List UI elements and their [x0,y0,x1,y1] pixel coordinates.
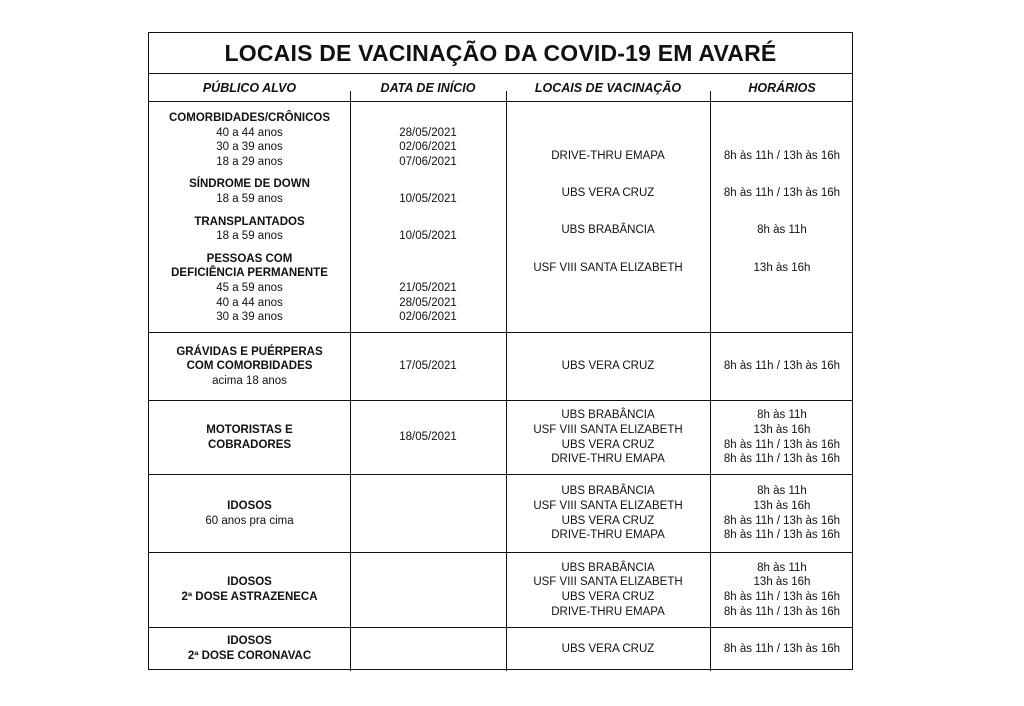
sindrome-down-title: SÍNDROME DE DOWN [189,178,310,191]
motoristas-title: MOTORISTAS E [206,423,293,436]
motoristas-publico [149,401,350,474]
local-name: UBS BRABÂNCIA [561,485,655,498]
idosos-title: IDOSOS [227,499,272,512]
transplantados-title: TRANSPLANTADOS [194,215,305,228]
idosos-publico [149,475,350,552]
astrazeneca-title: IDOSOS [227,576,272,589]
comorbidades-title: COMORBIDADES/CRÔNICOS [168,112,330,124]
age-range: 40 a 44 anos [216,296,283,309]
start-date: 18/05/2021 [399,431,457,444]
idosos-horarios [710,475,854,552]
age-range: 18 a 59 anos [216,192,283,205]
start-date: 21/05/2021 [399,281,457,294]
coronavac-publico [149,628,350,670]
page-title: LOCAIS DE VACINAÇÃO DA COVID-19 EM AVARÉ [149,33,852,74]
motoristas-title: COBRADORES [207,438,292,451]
schedule: 8h às 11h [757,485,807,498]
gravidas-title: COM COMORBIDADES [186,360,313,373]
schedule: 13h às 16h [753,576,811,589]
schedule: 8h às 11h / 13h às 16h [723,438,841,451]
gravidas-title: GRÁVIDAS E PUÉRPERAS [176,345,323,358]
schedule: 8h às 11h [757,561,807,574]
local-name: UBS VERA CRUZ [561,186,655,199]
start-date: 28/05/2021 [399,126,457,139]
local-name: UBS VERA CRUZ [561,360,655,373]
astrazeneca-locais [506,553,710,627]
schedule: 13h às 16h [753,261,811,274]
header-publico-alvo: PÚBLICO ALVO [202,81,297,95]
start-date: 28/05/2021 [399,296,457,309]
local-name: UBS VERA CRUZ [561,591,655,603]
idosos-sub: 60 anos pra cima [205,514,294,527]
idosos-locais [506,475,710,552]
motoristas-horarios [710,401,854,474]
schedule: 13h às 16h [753,423,811,436]
section1-datas [350,126,506,325]
local-name: UBS VERA CRUZ [561,438,655,451]
age-range: 18 a 29 anos [216,155,283,168]
local-name: UBS BRABÂNCIA [561,561,655,574]
coronavac-title: 2ª DOSE CORONAVAC [187,650,312,662]
schedule: 8h às 11h [757,223,807,236]
age-range: 45 a 59 anos [216,281,283,294]
deficiencia-title: PESSOAS COM [206,252,293,265]
local-name: UBS BRABÂNCIA [561,409,655,422]
local-name: USF VIII SANTA ELIZABETH [533,576,683,589]
schedule: 8h às 11h / 13h às 16h [723,529,841,542]
motoristas-locais [506,401,710,474]
schedule: 8h às 11h / 13h às 16h [723,186,841,199]
age-range: 30 a 39 anos [216,141,283,154]
schedule: 8h às 11h / 13h às 16h [723,605,841,618]
gravidas-sub: acima 18 anos [212,374,287,387]
astrazeneca-horarios [710,553,854,627]
local-name: DRIVE-THRU EMAPA [551,453,665,466]
local-name: DRIVE-THRU EMAPA [551,605,665,618]
local-name: DRIVE-THRU EMAPA [551,529,665,542]
local-name: UBS VERA CRUZ [561,514,655,527]
astrazeneca-publico [149,553,350,627]
start-date: 10/05/2021 [399,192,457,205]
start-date: 02/06/2021 [399,311,457,324]
vaccination-table [148,32,853,670]
row-divider [149,101,852,102]
coronavac-title: IDOSOS [227,635,272,648]
header-locais: LOCAIS DE VACINAÇÃO [534,81,682,95]
local-name: USF VIII SANTA ELIZABETH [533,499,683,512]
age-range: 18 a 59 anos [216,230,283,243]
local-name: UBS VERA CRUZ [561,642,655,655]
schedule: 8h às 11h / 13h às 16h [723,453,841,466]
deficiencia-title: DEFICIÊNCIA PERMANENTE [171,267,328,280]
header-horarios: HORÁRIOS [748,81,816,95]
age-range: 30 a 39 anos [216,311,283,324]
start-date: 07/06/2021 [399,155,457,168]
schedule: 8h às 11h / 13h às 16h [723,642,841,655]
schedule: 8h às 11h / 13h às 16h [723,591,841,603]
schedule: 13h às 16h [753,499,811,512]
schedule: 8h às 11h / 13h às 16h [723,360,841,373]
schedule: 8h às 11h [757,409,807,422]
local-name: USF VIII SANTA ELIZABETH [533,261,683,274]
start-date: 10/05/2021 [399,230,457,243]
gravidas-publico [149,333,350,400]
age-range: 40 a 44 anos [216,126,283,139]
schedule: 8h às 11h / 13h às 16h [723,149,841,162]
start-date: 17/05/2021 [399,360,457,373]
local-name: USF VIII SANTA ELIZABETH [533,423,683,436]
astrazeneca-title: 2ª DOSE ASTRAZENECA [181,591,318,603]
section1-publico [149,111,350,325]
header-data-inicio: DATA DE INÍCIO [380,81,476,95]
schedule: 8h às 11h / 13h às 16h [723,514,841,527]
local-name: DRIVE-THRU EMAPA [551,149,665,162]
start-date: 02/06/2021 [399,141,457,154]
local-name: UBS BRABÂNCIA [561,223,655,236]
